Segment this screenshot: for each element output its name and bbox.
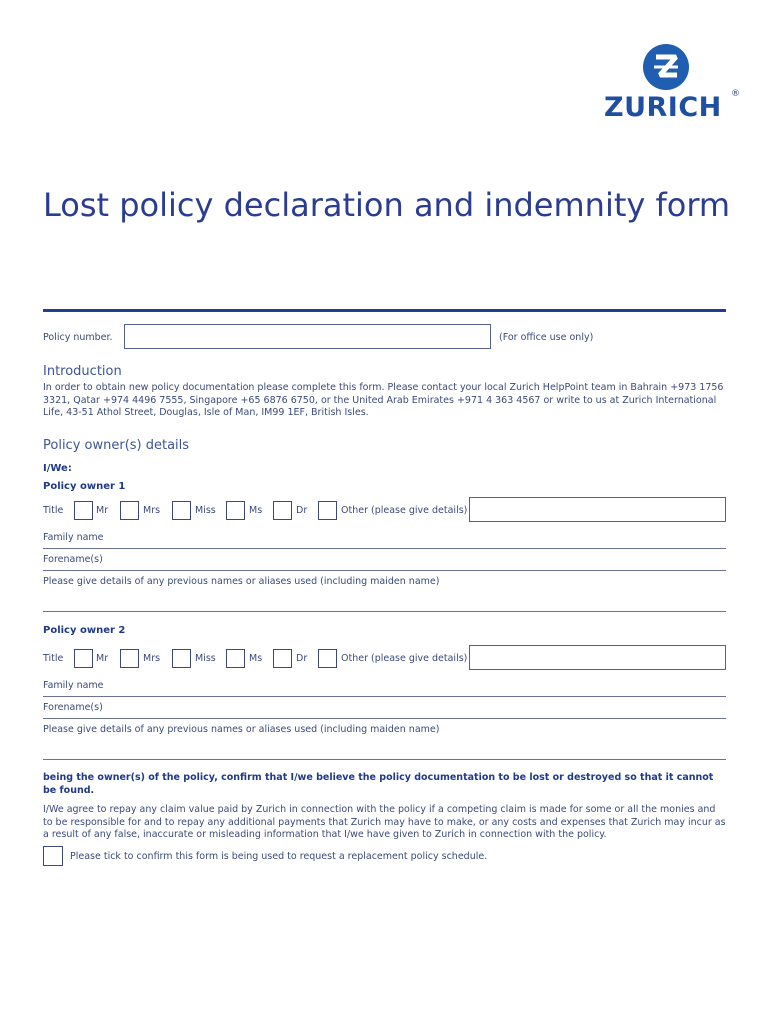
introduction-text: In order to obtain new policy documentation please complete this form. Please contact your local Zurich HelpPoint team in Bahrain +973 1756 3321, Qatar +974 4496 7555, Singapore +65 6876 6750, or the United Arab Emirates +971 4 363 4567 or write to us at Zurich International Life, 43-51 Athol Street, Douglas, Isle of Man, IM99 1EF, British Isles. (43, 382, 724, 418)
owners-heading: Policy owner(s) details (43, 438, 190, 453)
owner1-previous-names-label: Please give details of any previous names or aliases used (including maiden name) (43, 576, 440, 587)
owner2-title-label: Title (43, 653, 64, 664)
declaration-agreement: I/We agree to repay any claim value paid by Zurich in connection with the policy if a competing claim is made for some or all the monies and to be responsible for and to repay any additional payments that Zurich may have to make, or any costs and expenses that Zurich may incur as a result of any false, inaccurate or misleading information that I/we have given to Zurich in connection with the policy. (43, 804, 726, 840)
owner2-forenames-field[interactable] (43, 718, 726, 719)
registered-mark: ® (731, 89, 740, 99)
owner1-family-name-field[interactable] (43, 548, 726, 549)
owner1-forenames-field[interactable] (43, 570, 726, 571)
owner1-mrs-checkbox[interactable] (120, 501, 139, 520)
owner2-miss-checkbox[interactable] (172, 649, 191, 668)
declaration-statement: being the owner(s) of the policy, confirm that I/we believe the policy documentation to be lost or destroyed so that it cannot be found. (43, 772, 714, 796)
owner1-mrs-label: Mrs (143, 505, 161, 516)
policy-owner-1-label: Policy owner 1 (43, 481, 126, 492)
owner2-other-input[interactable] (469, 645, 726, 670)
zurich-logo-emblem (643, 44, 689, 90)
owner2-dr-label: Dr (296, 653, 308, 664)
owner2-previous-names-label: Please give details of any previous names or aliases used (including maiden name) (43, 724, 440, 735)
owner2-other-label: Other (please give details) (341, 653, 468, 664)
owner2-family-name-label: Family name (43, 680, 104, 691)
owner1-other-label: Other (please give details) (341, 505, 468, 516)
owner2-ms-checkbox[interactable] (226, 649, 245, 668)
owner1-mr-label: Mr (96, 505, 109, 516)
owner1-miss-checkbox[interactable] (172, 501, 191, 520)
owner1-title-label: Title (43, 505, 64, 516)
policy-number-input[interactable] (124, 324, 491, 349)
owner2-ms-label: Ms (249, 653, 263, 664)
owner1-previous-names-field[interactable] (43, 611, 726, 612)
replacement-confirm-label: Please tick to confirm this form is being used to request a replacement policy schedule. (70, 851, 488, 862)
iwe-label: I/We: (43, 463, 72, 474)
owner2-previous-names-field[interactable] (43, 759, 726, 760)
owner2-mrs-checkbox[interactable] (120, 649, 139, 668)
owner1-dr-label: Dr (296, 505, 308, 516)
title-divider (43, 309, 726, 312)
owner1-other-checkbox[interactable] (318, 501, 337, 520)
owner2-miss-label: Miss (195, 653, 216, 664)
owner1-forenames-label: Forename(s) (43, 554, 103, 565)
page-title: Lost policy declaration and indemnity form (43, 186, 731, 224)
owner1-other-input[interactable] (469, 497, 726, 522)
owner1-mr-checkbox[interactable] (74, 501, 93, 520)
zurich-z-icon (643, 44, 689, 90)
owner1-ms-checkbox[interactable] (226, 501, 245, 520)
zurich-wordmark: ZURICH (604, 92, 722, 123)
owner2-family-name-field[interactable] (43, 696, 726, 697)
owner2-forenames-label: Forename(s) (43, 702, 103, 713)
owner1-dr-checkbox[interactable] (273, 501, 292, 520)
office-use-note: (For office use only) (499, 332, 594, 343)
policy-owner-2-label: Policy owner 2 (43, 625, 126, 636)
owner2-mrs-label: Mrs (143, 653, 161, 664)
owner1-family-name-label: Family name (43, 532, 104, 543)
owner1-ms-label: Ms (249, 505, 263, 516)
owner2-mr-checkbox[interactable] (74, 649, 93, 668)
owner2-mr-label: Mr (96, 653, 109, 664)
owner2-dr-checkbox[interactable] (273, 649, 292, 668)
replacement-confirm-checkbox[interactable] (43, 846, 63, 866)
owner2-other-checkbox[interactable] (318, 649, 337, 668)
introduction-heading: Introduction (43, 364, 122, 379)
policy-number-label: Policy number. (43, 332, 113, 343)
owner1-miss-label: Miss (195, 505, 216, 516)
